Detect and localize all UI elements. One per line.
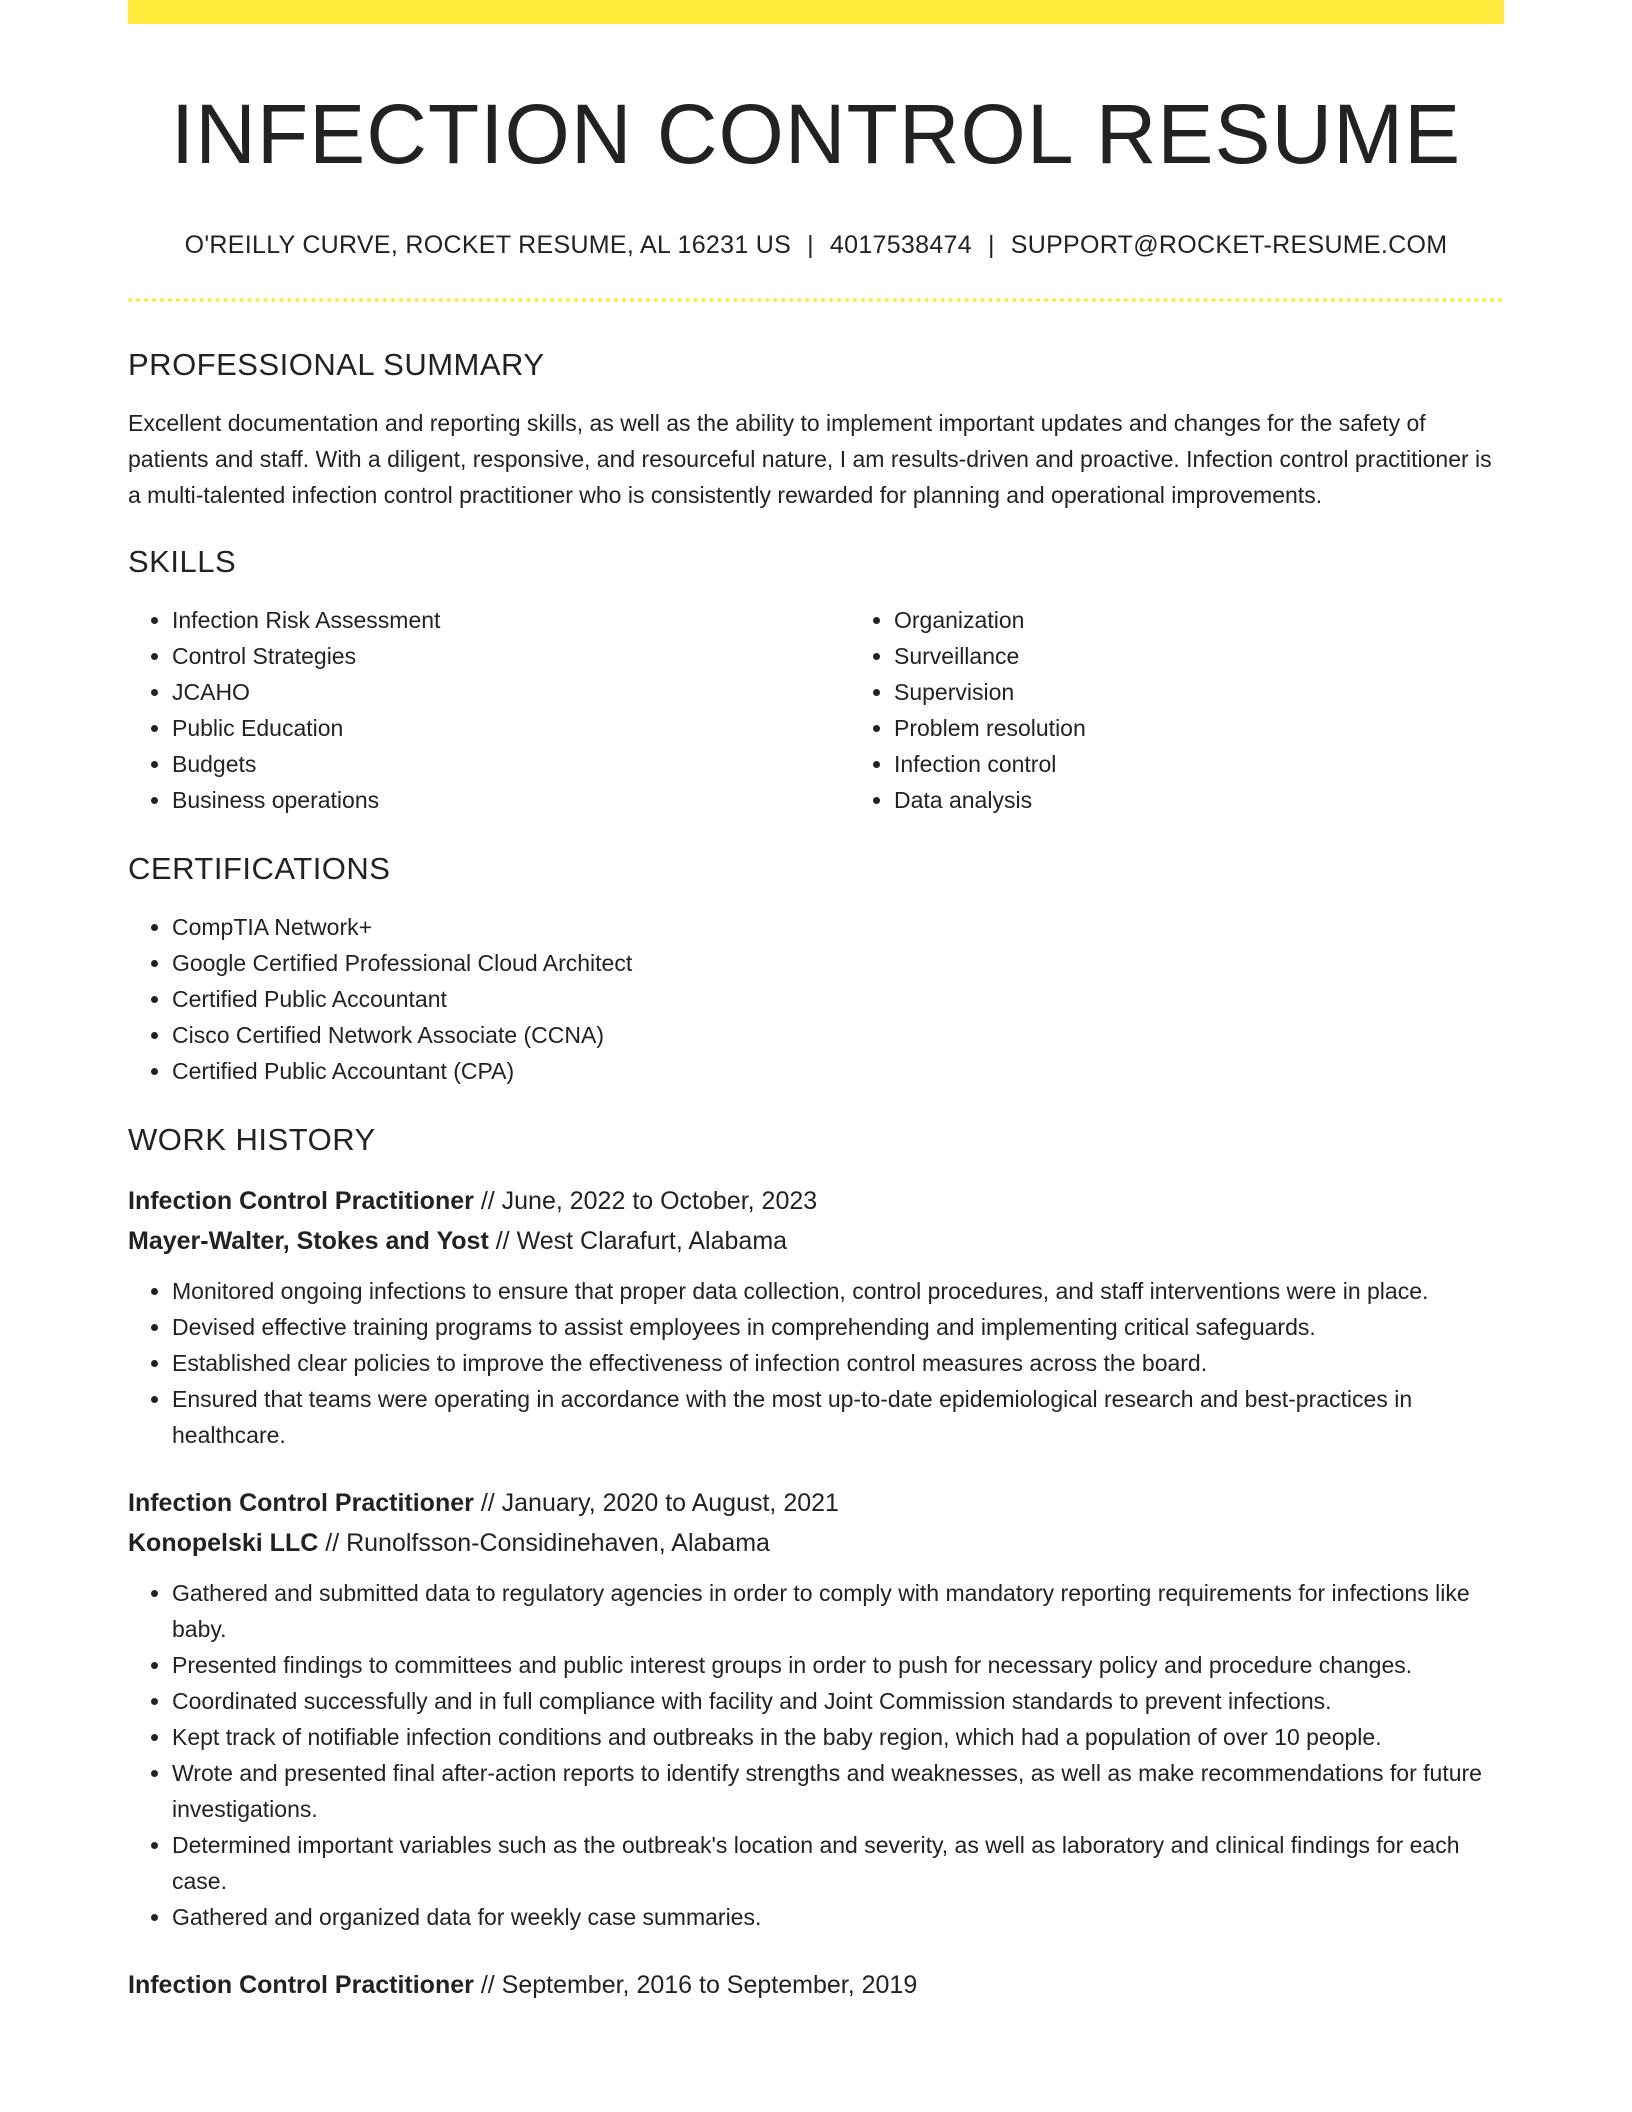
- job-bullet: • Presented findings to committees and public interest groups in order to push for necessary policy and procedure changes.: [172, 1647, 1504, 1683]
- job-bullets: [128, 1575, 1504, 1935]
- contact-line: [128, 231, 1504, 260]
- certifications-heading: CERTIFICATIONS: [128, 851, 391, 887]
- job-bullet: • Gathered and organized data for weekly case summaries.: [172, 1899, 1504, 1935]
- skill-item: • JCAHO: [172, 674, 850, 710]
- resume-page: [128, 0, 1504, 2005]
- job-entry: [128, 1965, 1504, 2005]
- job-title-line: [128, 1181, 1504, 1221]
- skill-item: • Surveillance: [894, 638, 1572, 674]
- accent-top-bar: [128, 0, 1504, 24]
- skill-item: • Public Education: [172, 710, 850, 746]
- job-company: Mayer-Walter, Stokes and Yost: [128, 1226, 489, 1255]
- skill-item: • Budgets: [172, 746, 850, 782]
- skill-item: • Data analysis: [894, 782, 1572, 818]
- job-location: // West Clarafurt, Alabama: [495, 1226, 788, 1255]
- contact-address: O'REILLY CURVE, ROCKET RESUME, AL 16231 US: [184, 230, 792, 259]
- contact-separator: |: [987, 230, 995, 259]
- job-bullet: • Gathered and submitted data to regulatory agencies in order to comply with mandatory reporting requirements for infections like baby.: [172, 1575, 1504, 1647]
- certification-item: • Cisco Certified Network Associate (CCNA): [172, 1017, 1504, 1053]
- certification-item: • Certified Public Accountant: [172, 981, 1504, 1017]
- certification-item: • Google Certified Professional Cloud Architect: [172, 945, 1504, 981]
- skill-item: • Infection control: [894, 746, 1572, 782]
- job-company-line: [128, 1221, 1504, 1261]
- summary-text: Excellent documentation and reporting skills, as well as the ability to implement important updates and changes for the safety of patients and staff. With a diligent, responsive, and resourceful nature, I am results-driven and proactive. Infection control practitioner is a multi-talented infection control practitioner who is consistently rewarded for planning and operational improvements.: [128, 409, 1492, 508]
- skill-item: • Problem resolution: [894, 710, 1572, 746]
- job-title: Infection Control Practitioner: [128, 1488, 474, 1517]
- dotted-divider: [128, 298, 1504, 302]
- contact-phone[interactable]: 4017538474: [829, 230, 972, 259]
- job-bullet: • Ensured that teams were operating in accordance with the most up-to-date epidemiological research and best-practices in healthcare.: [172, 1381, 1504, 1453]
- job-title: Infection Control Practitioner: [128, 1186, 474, 1215]
- skill-item: • Control Strategies: [172, 638, 850, 674]
- contact-separator: |: [807, 230, 814, 259]
- job-entry: [128, 1483, 1504, 1935]
- skill-item: • Supervision: [894, 674, 1572, 710]
- resume-title: INFECTION CONTROL RESUME: [170, 87, 1462, 181]
- job-bullet: • Established clear policies to improve the effectiveness of infection control measures across the board.: [172, 1345, 1504, 1381]
- job-dates: // June, 2022 to October, 2023: [480, 1186, 818, 1215]
- certification-item: • CompTIA Network+: [172, 909, 1504, 945]
- job-bullet: • Determined important variables such as the outbreak's location and severity, as well as laboratory and clinical findings for each case.: [172, 1827, 1504, 1899]
- job-bullet: • Coordinated successfully and in full compliance with facility and Joint Commission standards to prevent infections.: [172, 1683, 1504, 1719]
- job-location: // Runolfsson-Considinehaven, Alabama: [325, 1528, 770, 1557]
- skills-list-left: [128, 602, 850, 818]
- skill-item: • Infection Risk Assessment: [172, 602, 850, 638]
- skill-item: • Business operations: [172, 782, 850, 818]
- skills-list-right: [850, 602, 1572, 818]
- summary-heading: PROFESSIONAL SUMMARY: [128, 346, 545, 382]
- certification-item: • Certified Public Accountant (CPA): [172, 1053, 1504, 1089]
- job-company-line: [128, 1523, 1504, 1563]
- job-bullets: [128, 1273, 1504, 1453]
- job-entry: [128, 1181, 1504, 1453]
- skills-heading: SKILLS: [128, 543, 237, 579]
- job-dates: // September, 2016 to September, 2019: [480, 1970, 918, 1999]
- job-title: Infection Control Practitioner: [128, 1970, 474, 1999]
- job-bullet: • Kept track of notifiable infection conditions and outbreaks in the baby region, which had a population of over 10 people.: [172, 1719, 1504, 1755]
- skill-item: • Organization: [894, 602, 1572, 638]
- job-company: Konopelski LLC: [128, 1528, 319, 1557]
- job-bullet: • Wrote and presented final after-action reports to identify strengths and weaknesses, as well as make recommendations for future investigations.: [172, 1755, 1504, 1827]
- job-title-line: [128, 1965, 1504, 2005]
- job-dates: // January, 2020 to August, 2021: [480, 1488, 839, 1517]
- contact-email[interactable]: SUPPORT@ROCKET-RESUME.COM: [1010, 230, 1448, 259]
- job-title-line: [128, 1483, 1504, 1523]
- job-bullet: • Monitored ongoing infections to ensure that proper data collection, control procedures, and staff interventions were in place.: [172, 1273, 1504, 1309]
- certifications-list: [128, 909, 1504, 1089]
- skills-columns: [128, 602, 1504, 818]
- job-bullet: • Devised effective training programs to assist employees in comprehending and implementing critical safeguards.: [172, 1309, 1504, 1345]
- work-history-heading: WORK HISTORY: [128, 1122, 376, 1158]
